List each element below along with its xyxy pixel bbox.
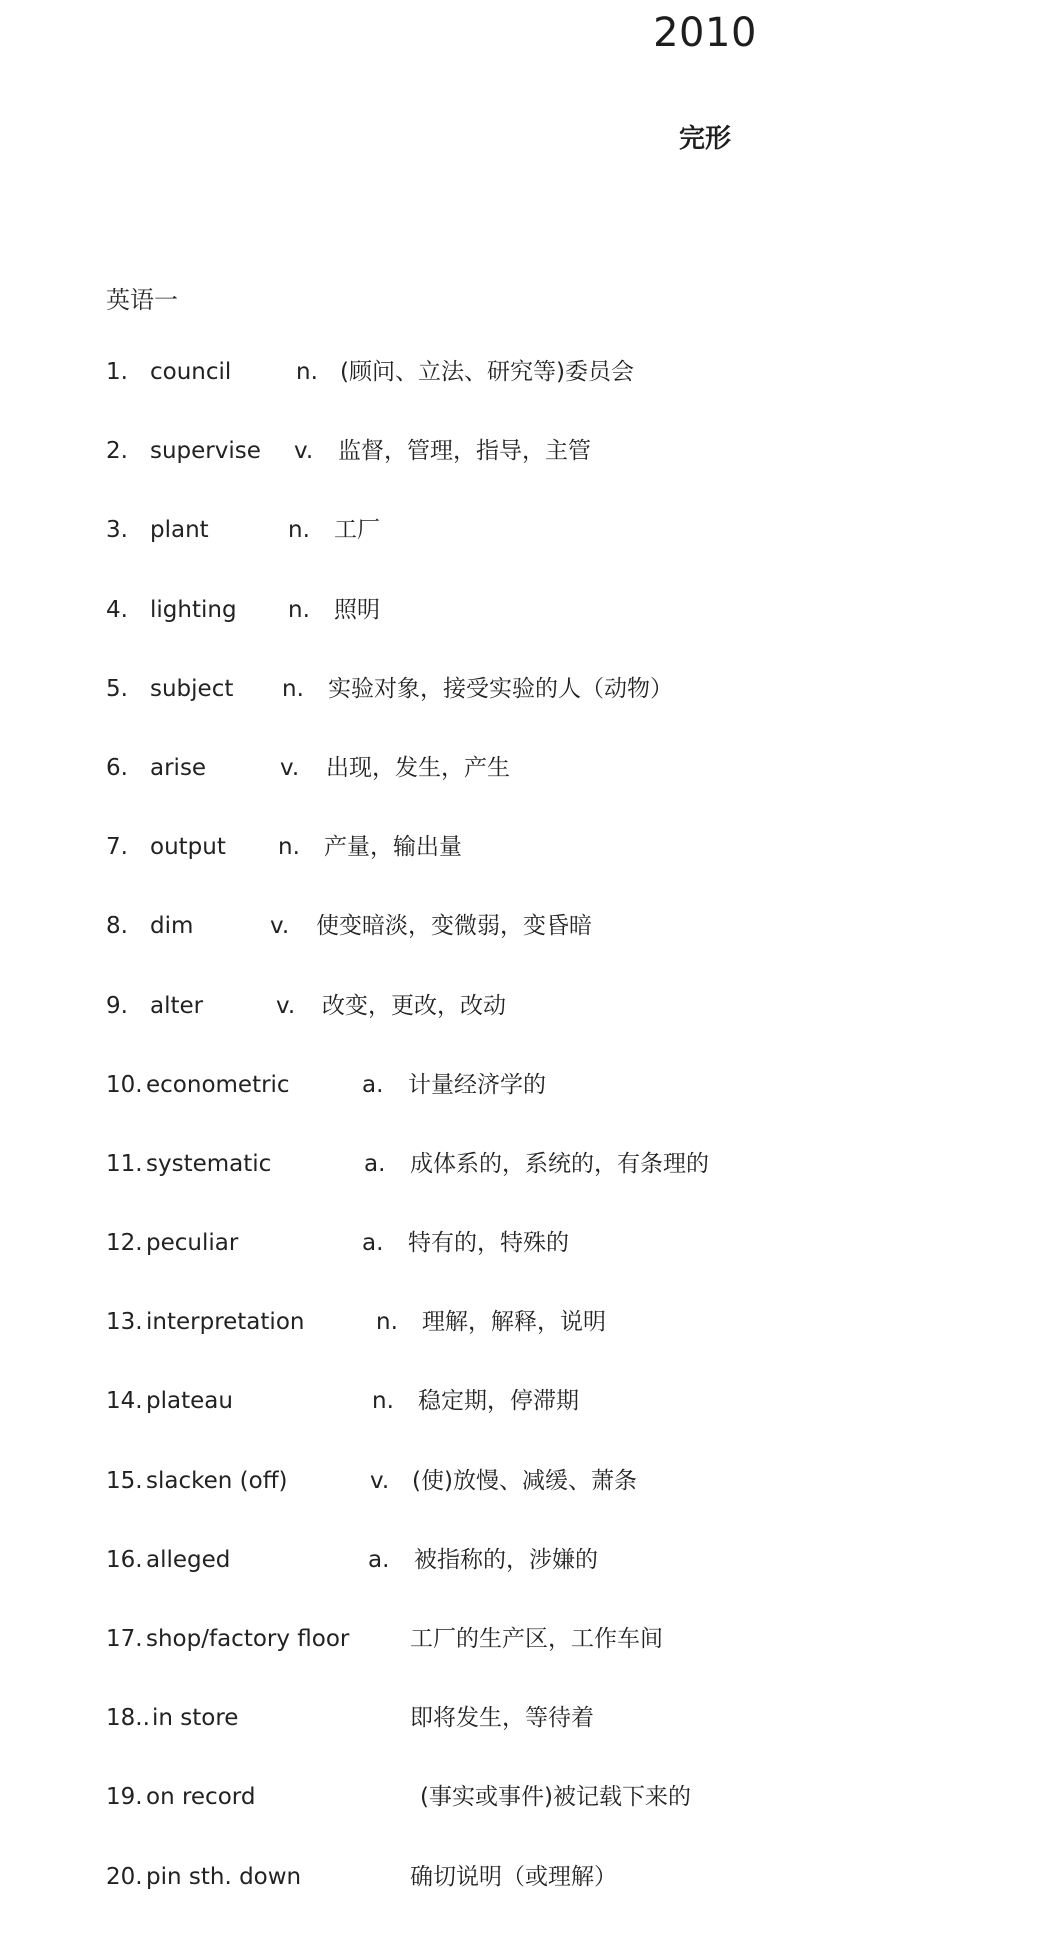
item-word: on record — [146, 1784, 256, 1811]
item-word: in store — [152, 1705, 239, 1732]
list-item — [106, 594, 1006, 673]
item-number: 1. — [106, 359, 128, 385]
list-item — [106, 990, 1006, 1069]
item-number: 11. — [106, 1150, 143, 1177]
item-word: plant — [150, 517, 209, 544]
item-word: pin sth. down — [146, 1863, 302, 1890]
item-number: 9. — [106, 992, 128, 1019]
item-definition: (事实或事件)被记载下来的 — [420, 1784, 691, 1811]
item-word: shop/factory floor — [146, 1626, 350, 1652]
item-word: slacken (off) — [146, 1467, 288, 1494]
item-number: 13. — [106, 1309, 143, 1336]
list-item — [106, 1306, 1006, 1385]
item-number: 7. — [106, 834, 128, 861]
list-item — [106, 1623, 1006, 1702]
list-item — [106, 1781, 1006, 1860]
item-pos: v. — [276, 992, 296, 1019]
item-number: 6. — [106, 754, 128, 781]
item-pos: a. — [362, 1071, 384, 1098]
section-label: 英语一 — [106, 286, 178, 314]
item-number: 14. — [106, 1388, 143, 1415]
item-number: 17. — [106, 1626, 143, 1652]
item-definition: 监督，管理，指导，主管 — [338, 438, 591, 465]
item-number: 12. — [106, 1230, 143, 1257]
item-word: interpretation — [146, 1309, 305, 1336]
item-number: 3. — [106, 517, 128, 544]
list-item — [106, 356, 1006, 435]
item-number: 8. — [106, 913, 128, 940]
item-definition: 即将发生，等待着 — [410, 1705, 594, 1732]
item-word: peculiar — [146, 1230, 239, 1257]
item-number: 4. — [106, 596, 128, 623]
item-word: alleged — [146, 1546, 231, 1573]
item-definition: 工厂 — [334, 517, 380, 544]
item-word: arise — [150, 754, 207, 781]
item-number: 20. — [106, 1863, 143, 1890]
list-item — [106, 1069, 1006, 1148]
item-pos: v. — [294, 438, 314, 465]
item-definition: 工厂的生产区，工作车间 — [410, 1626, 663, 1652]
item-pos: n. — [278, 834, 300, 861]
list-item — [106, 1385, 1006, 1464]
list-item — [106, 673, 1006, 752]
item-pos: n. — [296, 359, 318, 385]
item-definition: (使)放慢、减缓、萧条 — [412, 1467, 637, 1494]
item-pos: v. — [370, 1467, 390, 1494]
list-item — [106, 910, 1006, 989]
item-number: 15. — [106, 1467, 143, 1494]
list-item — [106, 514, 1006, 593]
list-item — [106, 831, 1006, 910]
item-definition: 确切说明（或理解） — [410, 1863, 617, 1890]
item-word: subject — [150, 675, 234, 702]
item-definition: (顾问、立法、研究等)委员会 — [340, 359, 634, 385]
item-pos: a. — [364, 1150, 386, 1177]
item-definition: 照明 — [334, 596, 380, 623]
item-definition: 成体系的，系统的，有条理的 — [410, 1150, 709, 1177]
item-definition: 出现，发生，产生 — [326, 754, 510, 781]
item-definition: 使变暗淡，变微弱，变昏暗 — [316, 913, 592, 940]
item-definition: 稳定期，停滞期 — [418, 1388, 579, 1415]
item-definition: 被指称的，涉嫌的 — [414, 1546, 598, 1573]
item-definition: 特有的，特殊的 — [408, 1230, 569, 1257]
item-number: 10. — [106, 1071, 143, 1098]
item-number: 18.. — [106, 1705, 150, 1732]
item-word: lighting — [150, 596, 237, 623]
item-pos: n. — [372, 1388, 394, 1415]
item-pos: n. — [282, 675, 304, 702]
list-item — [106, 1702, 1006, 1781]
item-number: 5. — [106, 675, 128, 702]
item-definition: 实验对象，接受实验的人（动物） — [328, 675, 673, 702]
item-pos: n. — [288, 596, 310, 623]
item-word: alter — [150, 992, 204, 1019]
item-pos: n. — [288, 517, 310, 544]
item-definition: 改变，更改，改动 — [322, 992, 506, 1019]
item-pos: n. — [376, 1309, 398, 1336]
list-item — [106, 435, 1006, 514]
list-item — [106, 752, 1006, 831]
item-definition: 理解，解释，说明 — [422, 1309, 606, 1336]
item-pos: a. — [362, 1230, 384, 1257]
item-word: econometric — [146, 1071, 290, 1098]
list-item — [106, 1861, 1006, 1940]
vocab-list — [106, 356, 1006, 1940]
item-definition: 产量，输出量 — [324, 834, 462, 861]
item-number: 19. — [106, 1784, 143, 1811]
item-number: 2. — [106, 438, 128, 465]
item-word: systematic — [146, 1150, 272, 1177]
list-item — [106, 1465, 1006, 1544]
document-title: 完形 — [678, 124, 731, 154]
item-word: dim — [150, 913, 194, 940]
item-pos: a. — [368, 1546, 390, 1573]
item-word: council — [150, 359, 232, 385]
document-year: 2010 — [653, 10, 757, 56]
item-word: plateau — [146, 1388, 233, 1415]
list-item — [106, 1544, 1006, 1623]
item-word: supervise — [150, 438, 261, 465]
list-item — [106, 1148, 1006, 1227]
item-word: output — [150, 834, 226, 861]
item-definition: 计量经济学的 — [408, 1071, 546, 1098]
item-number: 16. — [106, 1546, 143, 1573]
list-item — [106, 1227, 1006, 1306]
item-pos: v. — [270, 913, 290, 940]
item-pos: v. — [280, 754, 300, 781]
